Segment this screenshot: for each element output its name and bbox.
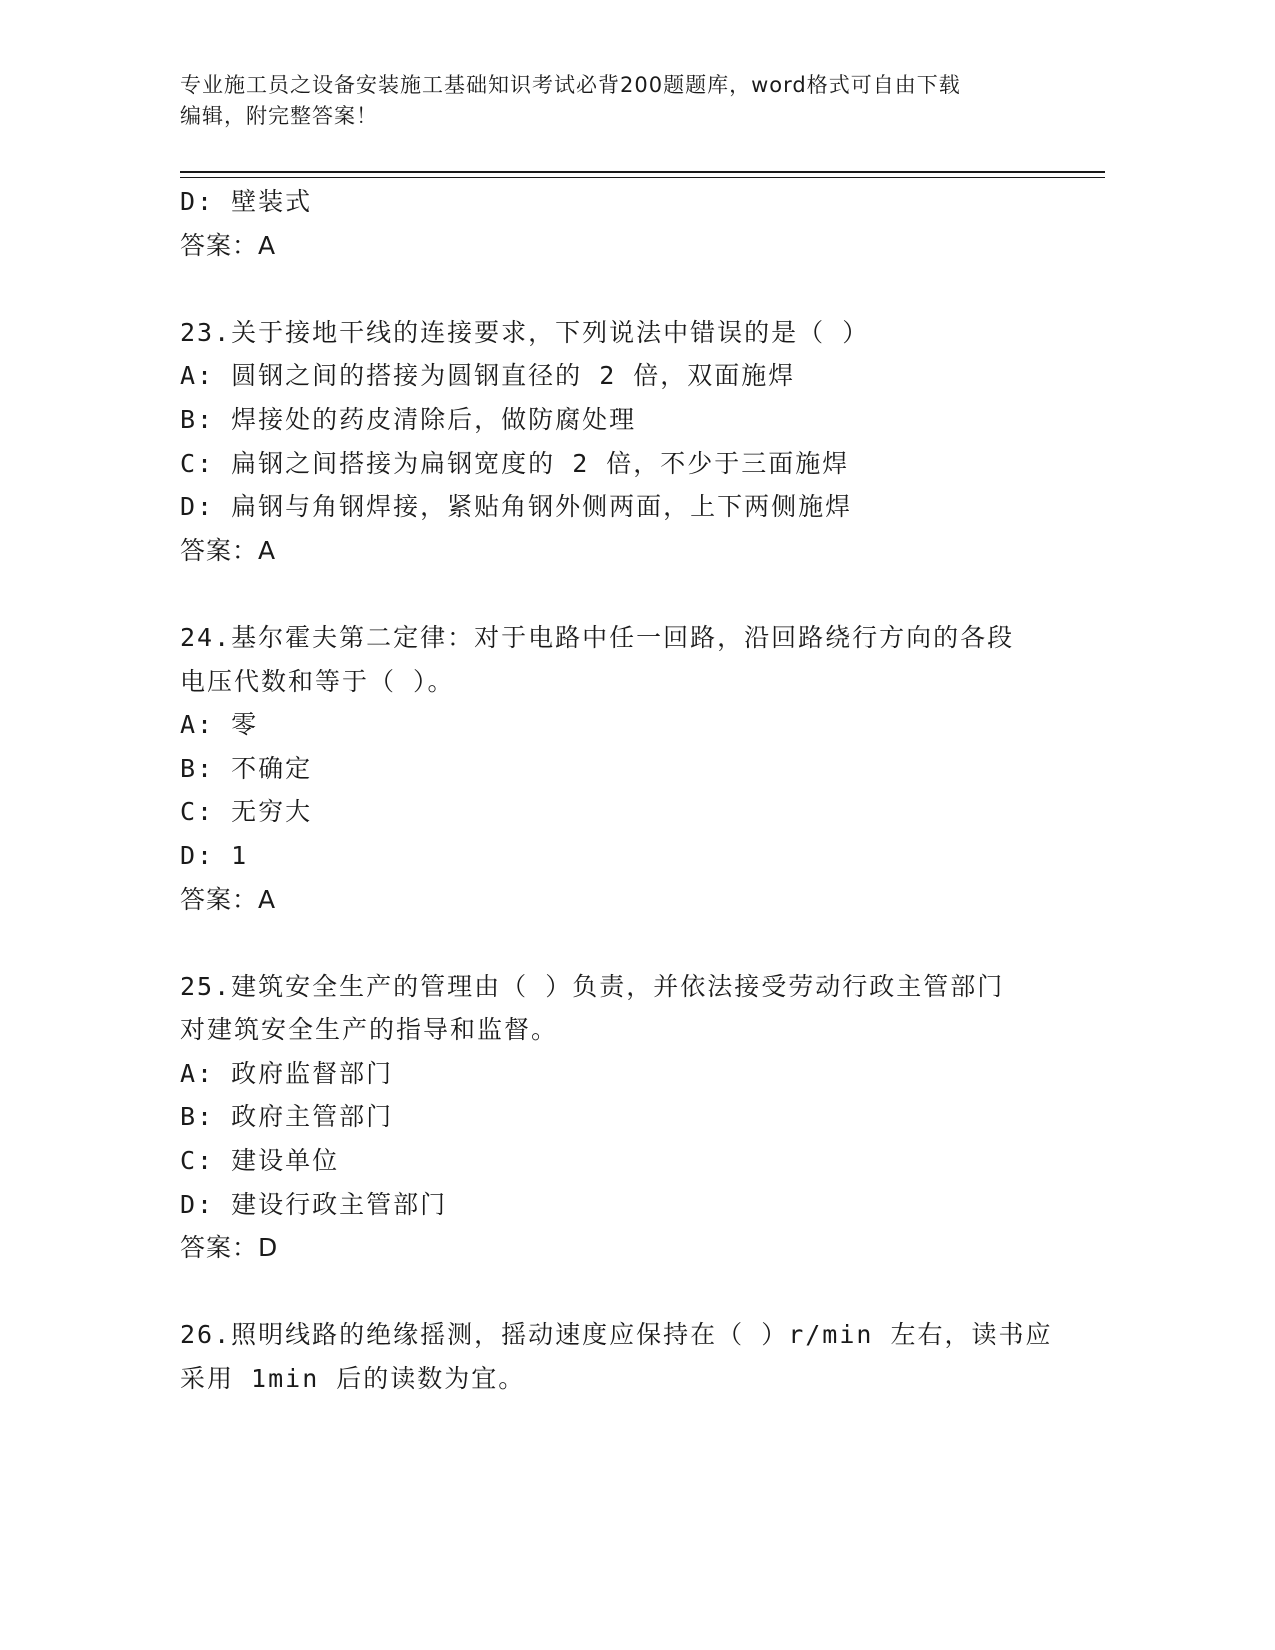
question-24 <box>180 616 1060 921</box>
q22-answer: 答案：A <box>180 230 277 260</box>
option-a: A: 政府监督部门 <box>180 1058 394 1088</box>
spacer <box>180 1270 1060 1314</box>
question-stem-cont: 对建筑安全生产的指导和监督。 <box>180 1015 559 1045</box>
question-stem: 24.基尔霍夫第二定律：对于电路中任一回路，沿回路绕行方向的各段 <box>180 622 1015 652</box>
header-line-2: 编辑，附完整答案！ <box>180 104 378 128</box>
question-stem-cont: 采用 1min 后的读数为宜。 <box>180 1364 526 1394</box>
answer: 答案：D <box>180 1233 279 1263</box>
document-header <box>180 70 1060 132</box>
option-b: B: 不确定 <box>180 753 313 783</box>
option-d: D: 1 <box>180 840 249 870</box>
spacer <box>180 572 1060 616</box>
option-d: D: 建设行政主管部门 <box>180 1189 448 1219</box>
answer: 答案：A <box>180 884 277 914</box>
question-25 <box>180 965 1060 1270</box>
header-divider-thin <box>180 177 1105 178</box>
option-b: B: 政府主管部门 <box>180 1102 394 1132</box>
option-d: D: 扁钢与角钢焊接，紧贴角钢外侧两面，上下两侧施焊 <box>180 492 853 522</box>
header-divider-thick <box>180 171 1105 173</box>
answer: 答案：A <box>180 535 277 565</box>
document-body <box>180 180 1060 1401</box>
question-stem: 25.建筑安全生产的管理由（ ）负责，并依法接受劳动行政主管部门 <box>180 971 1005 1001</box>
question-26 <box>180 1313 1060 1400</box>
option-c: C: 建设单位 <box>180 1146 340 1176</box>
question-stem: 23.关于接地干线的连接要求，下列说法中错误的是（ ） <box>180 317 870 347</box>
question-stem: 26.照明线路的绝缘摇测，摇动速度应保持在（ ）r/min 左右，读书应 <box>180 1320 1053 1350</box>
option-c: C: 无穷大 <box>180 797 313 827</box>
question-23 <box>180 311 1060 573</box>
option-c: C: 扁钢之间搭接为扁钢宽度的 2 倍，不少于三面施焊 <box>180 448 850 478</box>
q22-option-d: D: 壁装式 <box>180 187 313 216</box>
option-a: A: 零 <box>180 710 259 740</box>
option-b: B: 焊接处的药皮清除后，做防腐处理 <box>180 404 637 434</box>
question-stem-cont: 电压代数和等于（ ）。 <box>180 666 455 696</box>
header-line-1: 专业施工员之设备安装施工基础知识考试必背200题题库，word格式可自由下载 <box>180 73 961 97</box>
option-a: A: 圆钢之间的搭接为圆钢直径的 2 倍，双面施焊 <box>180 361 796 391</box>
spacer <box>180 267 1060 311</box>
spacer <box>180 921 1060 965</box>
